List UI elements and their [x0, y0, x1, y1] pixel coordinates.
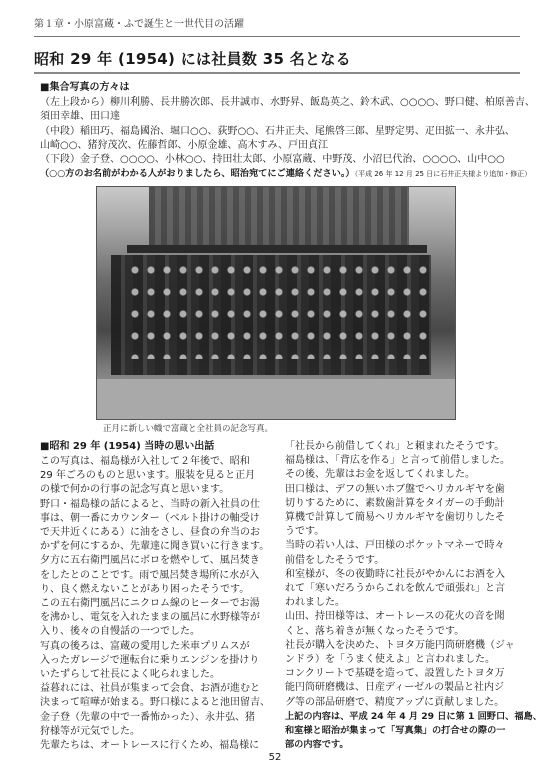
- memories-line: れて「寒いだろうからこれを飲んで頑張れ」と言: [285, 583, 505, 595]
- memories-line: いたずらして社長によく叱られました。: [40, 669, 220, 681]
- chapter-header: 第１章・小原富蔵・ふで誕生と一世代目の活躍: [34, 19, 244, 30]
- memories-line: で天井近くにある）に油をさし、昼食の弁当のお: [40, 527, 260, 539]
- memories-line: り、良く燃えないことがあり困ったそうです。: [40, 583, 250, 595]
- photo-caption: 正月に新しい幟で富蔵と全社員の記念写真。: [103, 424, 274, 434]
- contact-note: [40, 167, 532, 181]
- names-line: （下段）金子登、○○○○、小林○○、持田壮太郎、小原富蔵、中野茂、小沼巳代治、○○○○、山中○○: [40, 154, 505, 166]
- memories-line: 山田、持田様等は、オートレースの花火の音を聞: [285, 611, 505, 623]
- memories-left-column: [40, 455, 270, 753]
- memories-line: うです。: [285, 526, 325, 538]
- names-line: （中段）稲田巧、福島國治、堀口○○、荻野○○、石井正夫、尾熊啓三郎、星野定男、疋田拡一、永井弘、: [40, 125, 515, 137]
- memories-line: 事は、朝一番にカウンター（ベルト掛けの軸受け: [40, 512, 260, 524]
- memories-line: 社長が購入を決めた、トヨタ万能円筒研磨機（ジャ: [285, 639, 515, 651]
- header-rule: [34, 36, 520, 37]
- memories-line: 前借をしたそうです。: [285, 554, 385, 566]
- memories-line: コンクリートで基礎を造って、設置したトヨタ万: [285, 668, 505, 680]
- title-rule: [34, 72, 520, 74]
- memories-line: 当時の若い人は、戸田様のポケットマネーで時々: [285, 540, 505, 552]
- memories-heading: ■昭和 29 年 (1954) 当時の思い出話: [40, 441, 215, 452]
- memories-line: 決まって喧嘩が始まる。野口様によると池田留吉、: [40, 697, 270, 709]
- group-names: [40, 96, 535, 182]
- page-number: 52: [268, 752, 282, 763]
- memories-line: 益暮れには、社員が集まって会食、お酒が進むと: [40, 683, 260, 695]
- memories-line: 和室様が、冬の夜勤時に社長がやかんにお酒を入: [285, 568, 505, 580]
- photo-faces: [127, 259, 427, 359]
- memories-line: 野口・福島様の話によると、当時の新入社員の仕: [40, 498, 260, 510]
- memories-line: グ等の部品研磨で、精度アップに貢献しました。: [285, 696, 505, 708]
- memories-line: この五右衛門風呂にニクロム線のヒーターでお湯: [40, 598, 260, 610]
- memories-line: 狩様等が元気でした。: [40, 725, 140, 737]
- memories-line: 入ったガレージで運転台に乗りエンジンを掛けり: [40, 654, 260, 666]
- memories-right-column: [285, 440, 542, 752]
- photo-eave: [127, 245, 427, 253]
- memories-line: ンドラ）を「うまく使えよ」と言われました。: [285, 654, 495, 666]
- memories-line: その後、先輩はお金を返してくれました。: [285, 469, 475, 481]
- memories-line: 「社長から前借してくれ」と頼まれたそうです。: [285, 441, 505, 452]
- memories-line: を沸かし、電気を入れたままの風呂に水野様等が: [40, 612, 260, 624]
- memories-line: 福島様は、「背広を作る」と言って前借しました。: [285, 455, 510, 467]
- memories-line: 能円筒研磨機は、日産ディーゼルの製品と社内ジ: [285, 682, 504, 694]
- memories-line: われました。: [285, 597, 345, 609]
- memories-line: 写真の後ろは、富蔵の愛用した米車プリムスが: [40, 640, 250, 652]
- memories-line: 切りするために、素数歯計算をタイガーの手動計: [285, 497, 505, 509]
- memories-line: の様で何かの行事の記念写真と思います。: [40, 484, 230, 496]
- names-line: 須田幸雄、田口達: [40, 111, 120, 123]
- names-line: （左上段から）柳川利勝、長井勝次郎、長井誠市、水野昇、飯島英之、鈴木武、○○○○、野口健、柏原善吉、: [40, 97, 535, 108]
- photo-ground: [97, 379, 455, 419]
- memories-line: 夕方に五右衛門風呂にボロを燃やして、風呂焚き: [40, 555, 260, 567]
- memories-line: 算機で計算して簡易ヘリカルギヤを歯切りしたそ: [285, 512, 505, 524]
- memories-line: くと、落ち着きが無くなったそうです。: [285, 625, 465, 637]
- contact-note-main: （○○方のお名前がわかる人がおりましたら、昭治宛てにご連絡ください。）: [40, 168, 355, 180]
- photo-roof: [149, 187, 409, 247]
- contact-note-small: （平成 26 年 12 月 25 日に石井正夫様より追加・修正）: [354, 170, 532, 179]
- source-note-line: 和室様と昭治が集まって「写真集」の打合せの際の一: [285, 725, 506, 737]
- memories-line: をしたとのことです。雨で風呂焚き場所に水が入: [40, 569, 260, 581]
- memories-line: 入り、後々の自慢話の一つでした。: [40, 626, 200, 638]
- memories-line: 29 年ごろのものと思います。服装を見ると正月: [40, 470, 256, 482]
- names-line: 山崎○○、猪狩茂次、佐藤哲郎、小原金雄、高木すみ、戸田貞江: [40, 139, 329, 151]
- memories-line: 先輩たちは、オートレースに行くため、福島様に: [40, 740, 260, 752]
- source-note-line: 部の内容です。: [285, 739, 349, 751]
- memories-line: かずを何にするか、先輩達に聞き買いに行きます。: [40, 541, 270, 553]
- memories-line: 田口様は、デフの無いホブ盤でヘリカルギヤを歯: [285, 483, 505, 495]
- source-note-line: 上記の内容は、平成 24 年 4 月 29 日に第 1 回野口、福島、: [285, 710, 542, 722]
- memories-line: 金子登（先輩の中で一番怖かった）、永井弘、猪: [40, 711, 255, 723]
- page-title: 昭和 29 年 (1954) には社員数 35 名となる: [34, 50, 351, 68]
- group-photo-heading: ■集合写真の方々は: [40, 82, 130, 93]
- memories-line: この写真は、福島様が入社して２年後で、昭和: [40, 456, 250, 467]
- group-photo: [96, 186, 456, 420]
